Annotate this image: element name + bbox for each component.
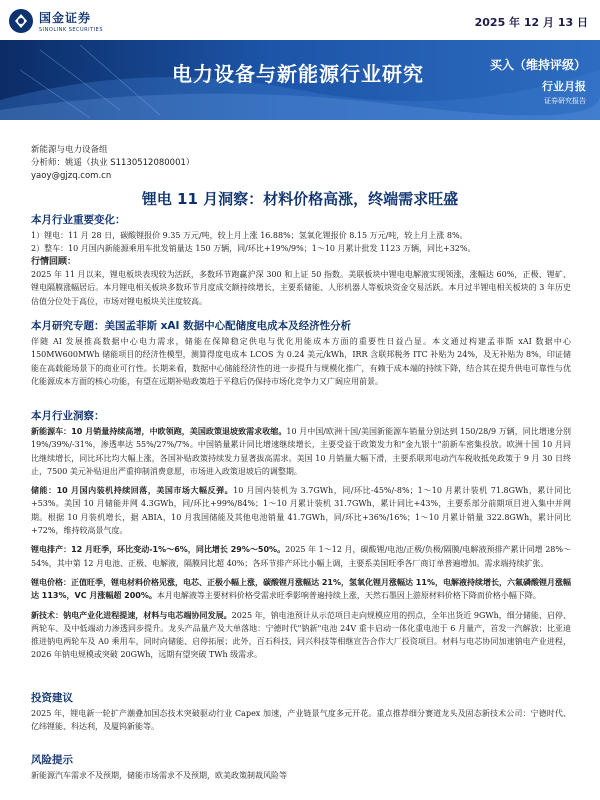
logo-name-en: SINOLINK SECURITIES: [39, 27, 103, 33]
section-heading: 本月行业洞察：: [31, 410, 105, 422]
analyst-info: [31, 144, 194, 183]
analyst-email[interactable]: yaoy@gjzq.com.cn: [31, 171, 112, 181]
paragraph: 2025 年 11 月以来，锂电板块表现较为活跃，多数环节跑赢沪深 300 和上证 50 指数。美联板块中锂电电解液实现领涨，涨幅达 60%，正极、锂矿、锂电隔膜涨幅居后。本月锂电相关板块多数环节月度成交额持续增长，主要系储能、人形机器人等板块资金交易活跃。本月过半锂电相关板块的 3 年历史估值分位处于高位，市场对锂电板块关注度较高。: [31, 270, 571, 306]
paragraph: 新能源汽车需求不及预期，储能市场需求不及预期，欧美政策制裁风险等: [31, 771, 287, 780]
paragraph-body: 本月电解液等主要材料价格受需求旺季影响普遍持续上涨，天然石墨因上游原材料价格下降而价格小幅下降。: [156, 591, 541, 601]
section-market-review: [31, 252, 571, 308]
paragraph-lead: 新技术：钠电产业化进程提速，材料与电芯端协同发展。: [31, 610, 232, 620]
paragraph-tech: [31, 609, 571, 662]
analyst-group: 新能源与电力设备组: [31, 145, 108, 155]
paragraph: 伴随 AI 发展推高数据中心电力需求，储能在保障稳定供电与优化用能成本方面的重要性日益凸显。本文通过构建孟菲斯 xAI 数据中心 150MW600MWh 储能项目的经济性模型，测算得度电成本 LCOS 为 0.24 美元/kWh，IRR 含联邦税务 ITC 补贴为 24%，及无补贴为 8%，印证储能在高载能场景下的商业可行性。长期来看，数据中心储能经济性的进一步提升与规模化推广，有赖于成本端的持续下降，结合其在提升供电可靠性与优化能源成本方面的核心功能，有望在远期补贴政策趋于平稳后仍保持市场化竞争力又广阔应用前景。: [31, 337, 571, 386]
section-heading: 本月研究专题：美国孟菲斯 xAI 数据中心配储度电成本及经济性分析: [31, 320, 352, 332]
section-special-topic: [31, 318, 571, 388]
rating-label: 买入（维持评级）: [489, 58, 586, 72]
company-logo: [8, 8, 103, 34]
analyst-name: 分析师：姚遥（执业 S1130512080001）: [31, 158, 195, 168]
paragraph-lead: 锂电价格：正值旺季，锂电材料价格见涨，电芯、正极小幅上涨，碳酸锂月涨幅达 21%，氢氧化锂月涨幅达 11%，电解液持续增长，六氟磷酸锂月涨幅达 113%，VC 月涨幅超 200%。: [31, 577, 571, 601]
paragraph-body: 2025 年 1～12 月，碳酸锂/电池/正极/负极/隔膜/电解液预排产累计同增 28%～54%，其中第 12 月电池、正极、电解液，隔膜同比超 40%；各环节排产环比小幅上调，主要系美国旺季各厂商订单普遍增加。需求端持续扩张。: [31, 545, 571, 568]
document-headline: 锂电 11 月洞察：材料价格高涨，终端需求旺盛: [141, 190, 459, 208]
sinolink-logo-icon: [8, 8, 34, 34]
paragraph: 1）锂电：11 月 28 日，碳酸锂报价 9.35 万元/吨，较上月上涨 16.88%；氢氧化锂报价 8.15 万元/吨，较上月上涨 8%。: [31, 231, 468, 240]
paragraph-body: 10 月中国/欧洲十国/美国新能源车销量分别达到 150/28/9 万辆，同比增速分别 19%/39%/-31%，渗透率达 55%/27%/7%。中国销量累计同比增速继续增长，主要受益于政策发力和"金九银十"前新车密集投放。欧洲十国 10 月同比继续增长，同比环比均大幅上涨，各国补贴政策持续发力显著拔高需求。美国 10 月销量大幅下滑，主要系联邦电动汽车税收抵免政策于 9 月 30 日终止，7500 美元补贴退出严重抑制消费意愿，市场进入政策退坡后的调整期。: [31, 427, 571, 476]
section-industry-insights: [31, 408, 571, 662]
report-title: 电力设备与新能源行业研究: [172, 62, 424, 86]
paragraph-body: 2025 年，钠电池预计从示范项目走向规模应用的拐点，全年出货近 9GWh，细分储能、启停、两轮车、及中低端动力渗透同步提升。龙头产品量产及大单落地：宁德时代"钠新"电池 24V 重卡启动一体化重电池于 6 月量产，首发一汽解放；比亚迪推进钠电两轮车及 A0 乘用车，同时向储能、启停拓展；此外，百石科技、同兴科技等相继宣告合作大厂投资项目。材料与电芯协同加速钠电产业进程，2026 年钠电规模或突破 20GWh，远期有望突破 TWh 级需求。: [31, 610, 571, 660]
section-investment-advice: [31, 690, 571, 734]
paragraph-body: 10 月国内装机为 3.7GWh，同/环比-45%/-8%；1～10 月累计装机 71.8GWh，累计同比+53%。美国 10 月储能并网 4.3GWh，同/环比+99%/84%；1～10 月累计装机 31.7GWh，累计同比+43%，主要系部分前期项目进入集中并网期。根据 10 月装机增长，据 ABIA，10 月我国储能及其他电池销量 41.7GWh，同/环比+36%/16%；1～10 月累计销量 322.8GWh，累计同比+72%，维持较高景气度。: [31, 486, 571, 536]
logo-name-cn: 国金证券: [39, 11, 92, 25]
paragraph-lead: 储能：10 月国内装机持续回落，美国市场大幅反弹。: [31, 486, 234, 496]
paragraph-ev: [31, 425, 571, 478]
report-date: 2025 年 12 月 13 日: [474, 16, 588, 29]
paragraph-storage: [31, 484, 571, 537]
report-category-label: 证券研究报告: [544, 97, 586, 105]
section-risk-warning: [31, 752, 571, 782]
paragraph-schedule: [31, 543, 571, 570]
section-industry-changes: [31, 212, 571, 256]
section-heading: 本月行业重要变化：: [31, 214, 126, 226]
section-heading: 风险提示: [31, 754, 73, 766]
paragraph-lead: 锂电排产：12 月旺季，环比变动-1%～6%，同比增长 29%～50%。: [31, 545, 286, 555]
section-heading: 行情回顾：: [31, 257, 77, 267]
report-header: [0, 0, 600, 140]
paragraph-lead: 新能源车：10 月销量持续高增，中欧领跑，美国政策退坡致需求收缩。: [31, 427, 287, 436]
report-type-label: 行业月报: [542, 80, 586, 93]
paragraph: 2025 年，锂电新一轮扩产潮叠加国态技术突破驱动行业 Capex 加速，产业链景气度多元开花。重点推荐细分赛道龙头及固态新技术公司：宁德时代、亿纬锂能、科达利，及厦钨新能等。: [31, 709, 571, 732]
paragraph: 2）整车：10 月国内新能源乘用车批发销量达 150 万辆，同/环比+19%/9%；1～10 月累计批发 1123 万辆，同比+32%。: [31, 244, 476, 254]
paragraph-price: [31, 576, 571, 603]
section-heading: 投资建议: [31, 692, 73, 704]
